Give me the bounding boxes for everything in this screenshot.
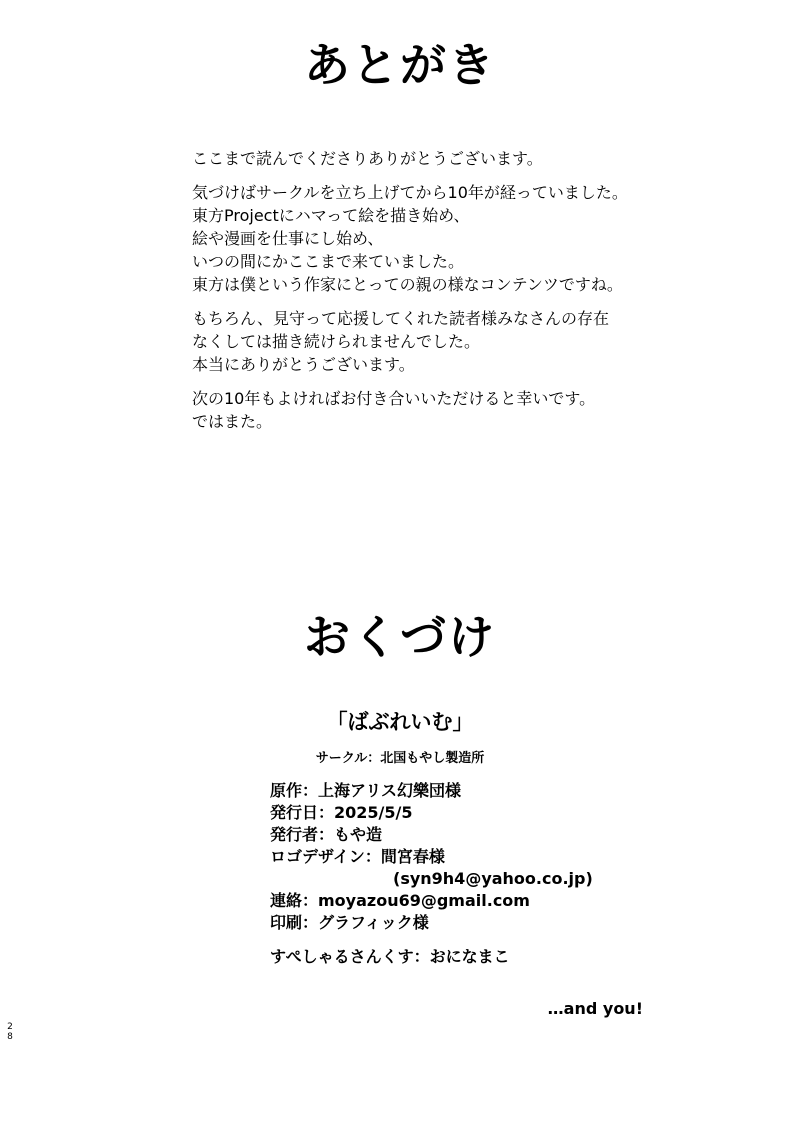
circle-name: サークル：北国もやし製造所 <box>315 751 485 766</box>
credit-contact: 連絡：moyazou69@gmail.com <box>270 891 530 910</box>
afterword-line: 気づけばサークルを立ち上げてから10年が経っていました。 <box>192 183 628 202</box>
credit-publisher: 発行者：もや造 <box>270 825 383 844</box>
credits-gap <box>270 934 690 946</box>
page-number-digit: 8 <box>7 1032 13 1042</box>
afterword-line: ではまた。 <box>192 412 273 431</box>
paragraph-gap <box>192 296 672 307</box>
afterword-line: 東方Projectにハマって絵を描き始め、 <box>192 206 470 225</box>
closing-note: …and you! <box>547 999 643 1018</box>
page-number <box>6 1022 14 1042</box>
afterword-line: 東方は僕という作家にとっての親の様なコンテンツですね。 <box>192 275 623 294</box>
afterword-heading: あとがき <box>304 38 496 92</box>
afterword-line: 本当にありがとうございます。 <box>192 355 415 374</box>
credit-publish-date: 発行日：2025/5/5 <box>270 803 413 822</box>
afterword-line: いつの間にかここまで来ていました。 <box>192 252 465 271</box>
credit-special-thanks: すぺしゃるさんくす：おになまこ <box>270 947 510 966</box>
credit-logo-design: ロゴデザイン：間宮春様 <box>270 847 445 866</box>
paragraph-gap <box>192 170 672 181</box>
colophon-heading: おくづけ <box>304 610 496 664</box>
credit-logo-designer-contact: (syn9h4@yahoo.co.jp) <box>393 869 593 888</box>
afterword-line: なくしては描き続けられませんでした。 <box>192 332 481 351</box>
afterword-body <box>192 147 672 433</box>
credit-original-work: 原作：上海アリス幻樂団様 <box>270 781 462 800</box>
credit-printer: 印刷：グラフィック様 <box>270 913 429 932</box>
afterword-line: 次の10年もよければお付き合いいただけると幸いです。 <box>192 389 596 408</box>
afterword-line: ここまで読んでくださりありがとうございます。 <box>192 149 543 168</box>
page-number-digit: 2 <box>7 1022 13 1032</box>
paragraph-gap <box>192 376 672 387</box>
afterword-line: もちろん、見守って応援してくれた読者様みなさんの存在 <box>192 309 609 328</box>
book-title: 「ばぶれいむ」 <box>326 710 474 734</box>
colophon-credits <box>270 780 690 968</box>
afterword-line: 絵や漫画を仕事にし始め、 <box>192 229 384 248</box>
